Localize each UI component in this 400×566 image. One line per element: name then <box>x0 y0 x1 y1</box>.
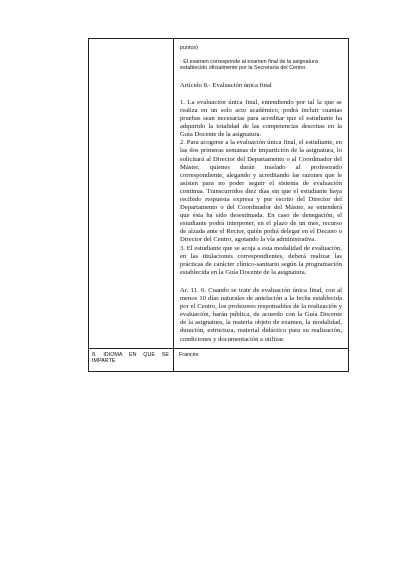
article-point-1: 1. La evaluación única final, entendiendo por tal la que se realiza en un solo acto académico, podrá incluir cuantas pruebas sean necesarias para acreditar que el estudiante ha adquirido la totalidad de las competencias descritas en la Guía Docente de la asignatura. <box>180 98 342 139</box>
article-11-6: Ar. 11. 6. Cuando se trate de evaluación única final, con al menos 10 días naturales de antelación a la fecha establecida por el Centro, los profesores responsables de la realización y evaluación, harán pública, de acuerdo con la Guía Docente de la asignatura, la materia objeto de examen, la modalidad, duración, estructura, material didáctico para su realización, condiciones y documentación a utilizar. <box>180 286 342 343</box>
table-cell-language-label <box>89 348 174 371</box>
table-cell-evaluation <box>174 39 349 349</box>
language-label: 8. IDIOMA EN QUE SE IMPARTE <box>92 351 169 365</box>
table-row <box>89 39 349 349</box>
article-point-3: 3. El estudiante que se acoja a esta modalidad de evaluación, en las titulaciones correspondientes, deberá realizar las prácticas de carácter clínico-sanitario según la programación establecida en la Guía Docente de la asignatura. <box>180 244 342 276</box>
table-cell-language-value <box>174 348 349 371</box>
table-cell-empty <box>89 39 174 349</box>
article-point-2: 2. Para acogerse a la evaluación única final, el estudiante, en las dos primeras semanas de impartición de la asignatura, lo solicitará al Director del Departamento o al Coordinador del Máster, quienes darán traslado al profesorado correspondiente, alegando y acreditando las razones que le asisten para no poder seguir el sistema de evaluación continua. Transcurridos diez días sin que el estudiante haya recibido respuesta expresa y por escrito del Director del Departamento o del Coordinador del Máster, se entenderá que ésta ha sido desestimada. En caso de denegación, el estudiante podrá interponer, en el plazo de un mes, recurso de alzada ante el Rector, quién podrá delegar en el Decano o Director del Centro, agotando la vía administrativa. <box>180 139 342 244</box>
continued-fragment: puntos) <box>180 45 198 51</box>
article-heading: Artículo 8.- Evaluación única final <box>180 81 272 89</box>
language-value: Francés <box>179 351 199 358</box>
exam-note: - El examen corresponde al examen final de la asignatura establecido oficialmente por la Secretaría del Centro. <box>180 58 318 72</box>
table-row <box>89 348 349 371</box>
guide-table <box>88 38 349 372</box>
